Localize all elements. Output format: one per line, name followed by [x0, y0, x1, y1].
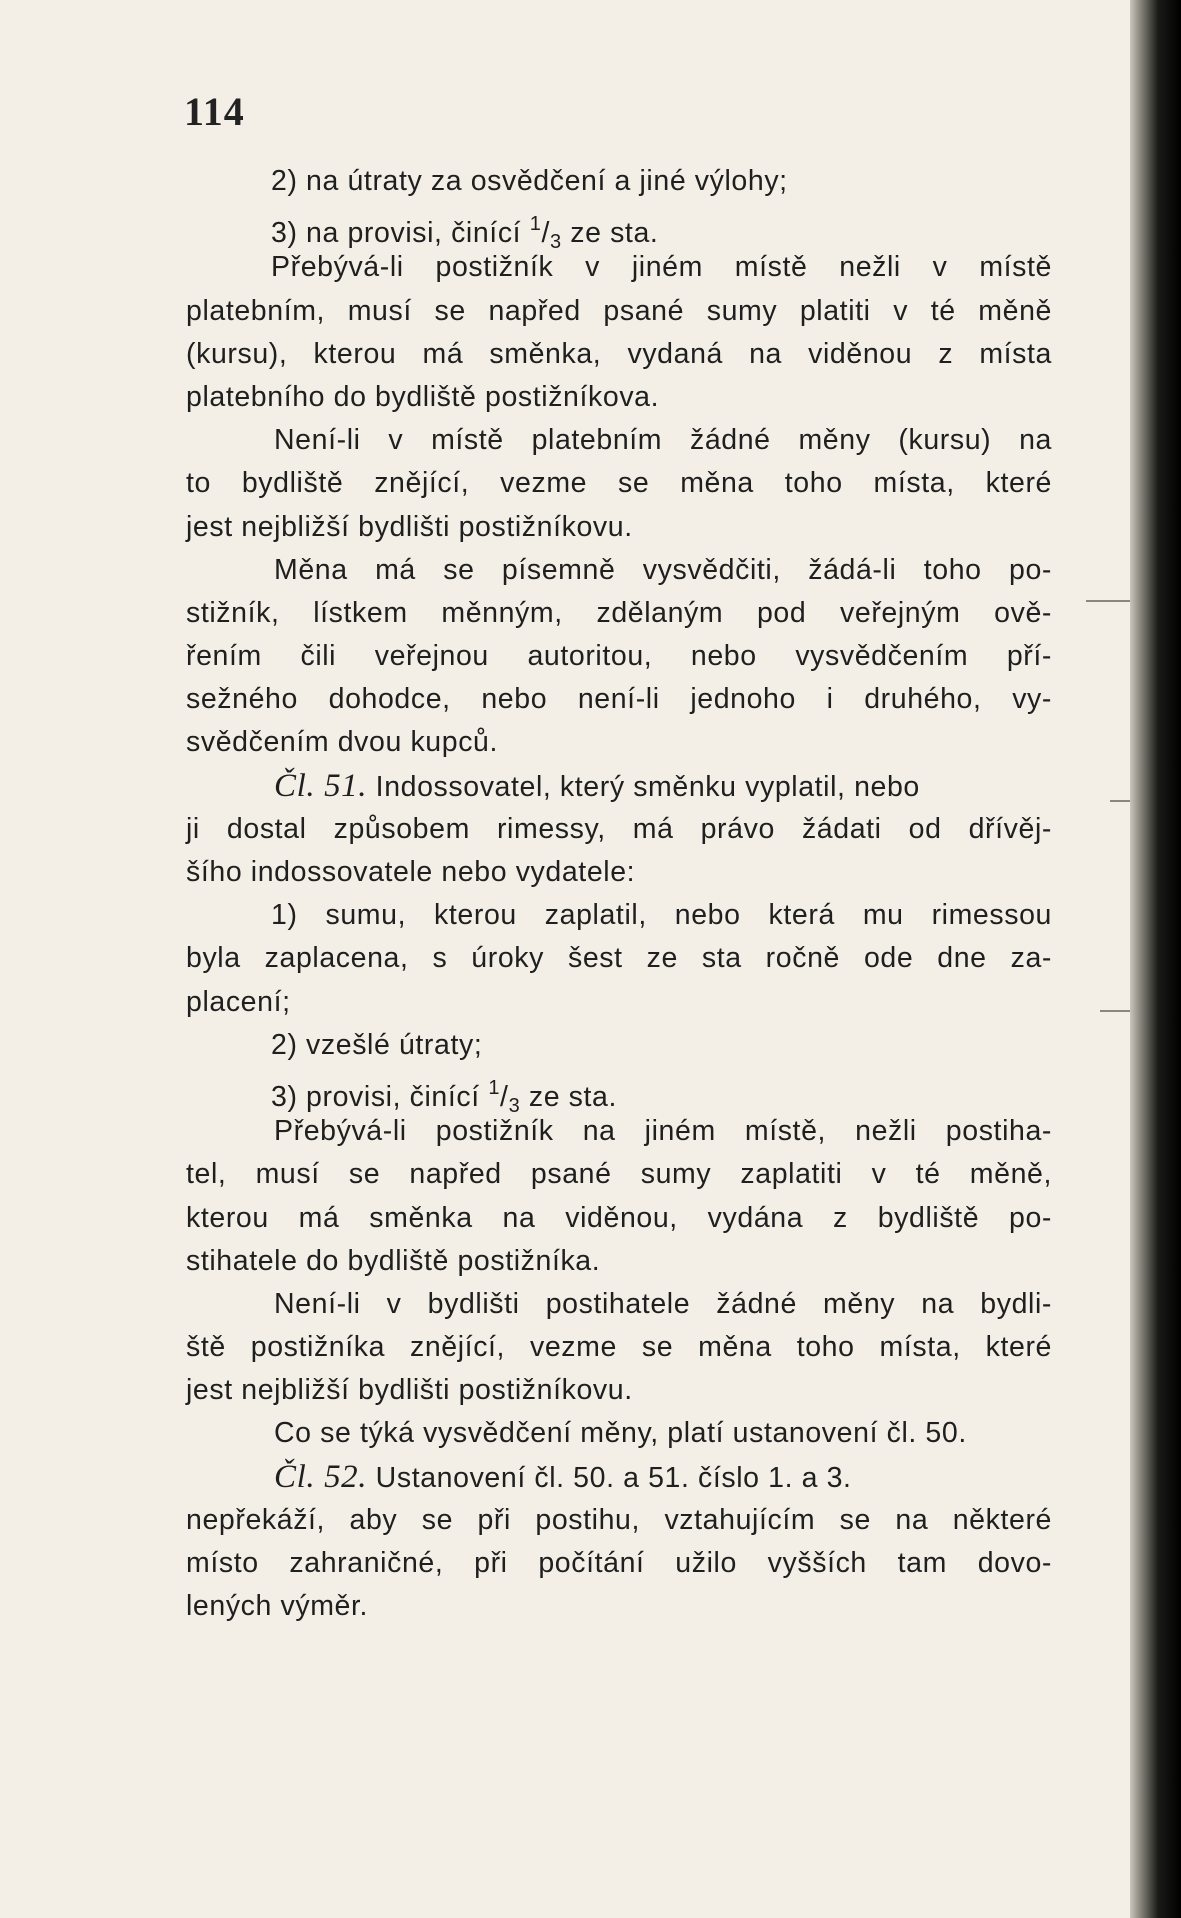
article-heading-line: Čl. 51. Indossovatel, který směnku vyplatil, nebo — [274, 767, 920, 804]
text-line: lených výměr. — [186, 1590, 369, 1623]
fraction-denominator: 3 — [508, 1094, 521, 1117]
page-number: 114 — [184, 89, 245, 134]
text-line: to bydliště znějící, vezme se měna toho místa, které — [186, 467, 1052, 500]
text-line: 1) sumu, kterou zaplatil, nebo která mu rimessou — [271, 899, 1052, 932]
text-line: ště postižníka znějící, vezme se měna toho místa, které — [186, 1331, 1052, 1364]
text-line: stihatele do bydliště postižníka. — [186, 1244, 601, 1277]
text-line: 2) na útraty za osvědčení a jiné výlohy; — [271, 165, 788, 197]
text-line: Měna má se písemně vysvědčiti, žádá-li toho po- — [274, 553, 1052, 586]
text-line: stižník, lístkem měnným, zdělaným pod veřejným ově- — [186, 596, 1052, 629]
text-line: 3) provisi, činící $^1/_3$ ze sta. — [271, 1076, 617, 1117]
article-heading-line: Čl. 52. Ustanovení čl. 50. a 51. číslo 1. a 3. — [274, 1458, 852, 1495]
text-line: jest nejbližší bydlišti postižníkovu. — [186, 1374, 633, 1407]
text-line: řením čili veřejnou autoritou, nebo vysvědčením pří- — [186, 640, 1052, 673]
scan-border — [1130, 0, 1181, 1918]
text-line: Co se týká vysvědčení měny, platí ustanovení čl. 50. — [274, 1417, 967, 1450]
article-number: Čl. 52. — [274, 1458, 368, 1495]
text-line: Není-li v bydlišti postihatele žádné měny na bydli- — [274, 1287, 1052, 1320]
text-line: kterou má směnka na viděnou, vydána z bydliště po- — [186, 1201, 1052, 1234]
text-line: nepřekáží, aby se při postihu, vztahujícím se na některé — [186, 1503, 1052, 1536]
text-line: Přebývá-li postižník v jiném místě nežli v místě — [271, 251, 1052, 284]
fraction-denominator: 3 — [550, 231, 562, 254]
text-line: platebního do bydliště postižníkova. — [186, 380, 660, 413]
fraction-numerator: 1 — [488, 1076, 501, 1099]
text-line: šího indossovatele nebo vydatele: — [186, 856, 636, 888]
article-number: Čl. 51. — [274, 767, 368, 804]
text-line: ji dostal způsobem rimessy, má právo žádati od dřívěj- — [186, 812, 1052, 845]
fraction-numerator: 1 — [529, 213, 542, 236]
text-line: (kursu), kterou má směnka, vydaná na viděnou z místa — [186, 337, 1052, 370]
page-text — [186, 160, 1052, 1628]
text-line: jest nejbližší bydlišti postižníkovu. — [186, 510, 633, 543]
text-line: Není-li v místě platebním žádné měny (kursu) na — [274, 424, 1052, 457]
text-line: Přebývá-li postižník na jiném místě, nežli postiha- — [274, 1115, 1052, 1148]
text-line: 2) vzešlé útraty; — [271, 1028, 483, 1061]
text-line: svědčením dvou kupců. — [186, 726, 499, 759]
margin-rule — [1110, 800, 1130, 802]
text-line: 3) na provisi, činící $^1/_3$ ze sta. — [271, 213, 659, 254]
text-line: platebním, musí se napřed psané sumy platiti v té měně — [186, 294, 1052, 327]
text-line: místo zahraničné, při počítání užilo vyšších tam dovo- — [186, 1547, 1052, 1579]
text-line: byla zaplacena, s úroky šest ze sta ročně ode dne za- — [186, 942, 1052, 975]
text-line: placení; — [186, 985, 291, 1018]
text-line: tel, musí se napřed psané sumy zaplatiti v té měně, — [186, 1158, 1052, 1191]
text-line: sežného dohodce, nebo není-li jednoho i druhého, vy- — [186, 683, 1052, 716]
